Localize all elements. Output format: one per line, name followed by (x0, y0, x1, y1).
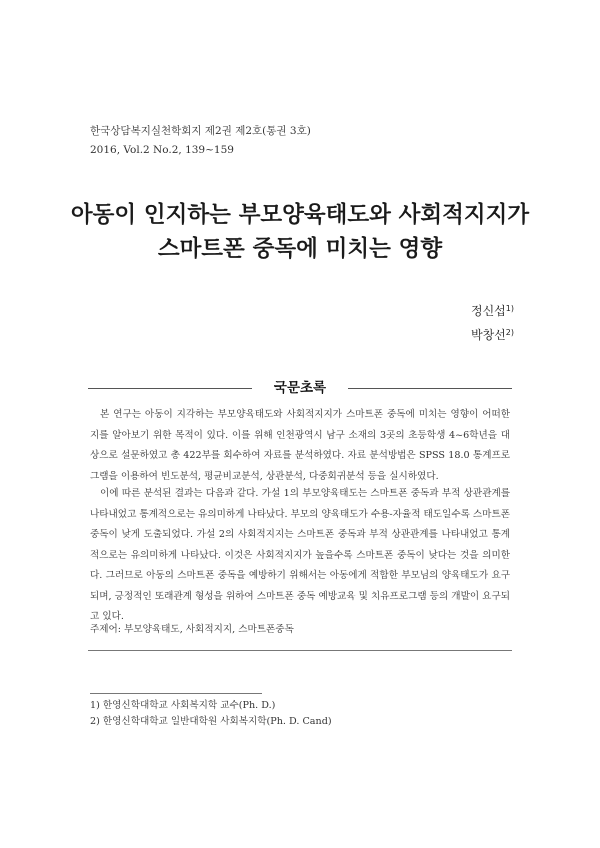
keywords-divider (88, 650, 512, 651)
abstract-heading (88, 378, 512, 398)
author-1-footnote-mark: 1) (505, 304, 514, 313)
title-line-2: 스마트폰 중독에 미치는 영향 (157, 236, 443, 262)
keywords: 주제어: 부모양육태도, 사회적지지, 스마트폰중독 (90, 624, 294, 635)
footnotes (90, 698, 332, 730)
abstract-paragraph-1-text: 본 연구는 아동이 지각하는 부모양육태도와 사회적지지가 스마트폰 중독에 미치는 영향이 어떠한 지를 알아보기 위한 목적이 있다. 이를 위해 인천광역시 남구 소재의 3곳의 초등학생 4~6학년을 대상으로 설문하였고 총 422부를 회수하여 자료를 분석하였다. 자료 분석방법은 SPSS 18.0 통계프로그램을 이용하여 빈도분석, 평균비교분석, 상관분석, 다중회귀분석 등을 실시하였다. (90, 409, 510, 482)
author-2-name: 박창선 (471, 328, 506, 342)
author-2-footnote-mark: 2) (505, 328, 514, 337)
journal-name: 한국상담복지실천학회지 제2권 제2호(통권 3호) (90, 125, 311, 137)
footnote-1: 1) 한영신학대학교 사회복지학 교수(Ph. D.) (90, 700, 276, 711)
heading-rule-right (348, 388, 512, 389)
footnote-2: 2) 한영신학대학교 일반대학원 사회복지학(Ph. D. Cand) (90, 716, 332, 727)
abstract-paragraph-2-text: 이에 따른 분석된 결과는 다음과 같다. 가설 1의 부모양육태도는 스마트폰 중독과 부적 상관관계를 나타내었고 통계적으로는 유의미하게 나타났다. 부모의 양육태도가 수용-자율적 태도일수록 스마트폰 중독이 낮게 도출되었다. 가설 2의 사회적지지는 스마트폰 중독과 부적 상관관계를 나타내었고 통계적으로는 유의미하게 나타났다. 이것은 사회적지지가 높을수록 스마트폰 중독이 낮다는 것을 의미한다. 그러므로 아동의 스마트폰 중독을 예방하기 위해서는 아동에게 적합한 부모님의 양육태도가 요구되며, 긍정적인 또래관계 형성을 위하여 스마트폰 중독 예방교육 및 치유프로그램 등의 개발이 요구되고 있다. (90, 488, 510, 622)
paper-title (0, 198, 600, 266)
journal-info (90, 122, 311, 160)
author-1-name: 정신섭 (471, 304, 506, 318)
abstract-heading-label: 국문초록 (273, 380, 327, 396)
author-list (471, 298, 514, 346)
title-line-1: 아동이 인지하는 부모양육태도와 사회적지지가 (70, 202, 530, 228)
journal-volume: 2016, Vol.2 No.2, 139~159 (90, 144, 234, 156)
abstract-paragraph-1 (90, 405, 510, 487)
footnote-divider (90, 693, 262, 694)
abstract-paragraph-2 (90, 484, 510, 628)
author-1 (471, 298, 514, 322)
author-2 (471, 322, 514, 346)
